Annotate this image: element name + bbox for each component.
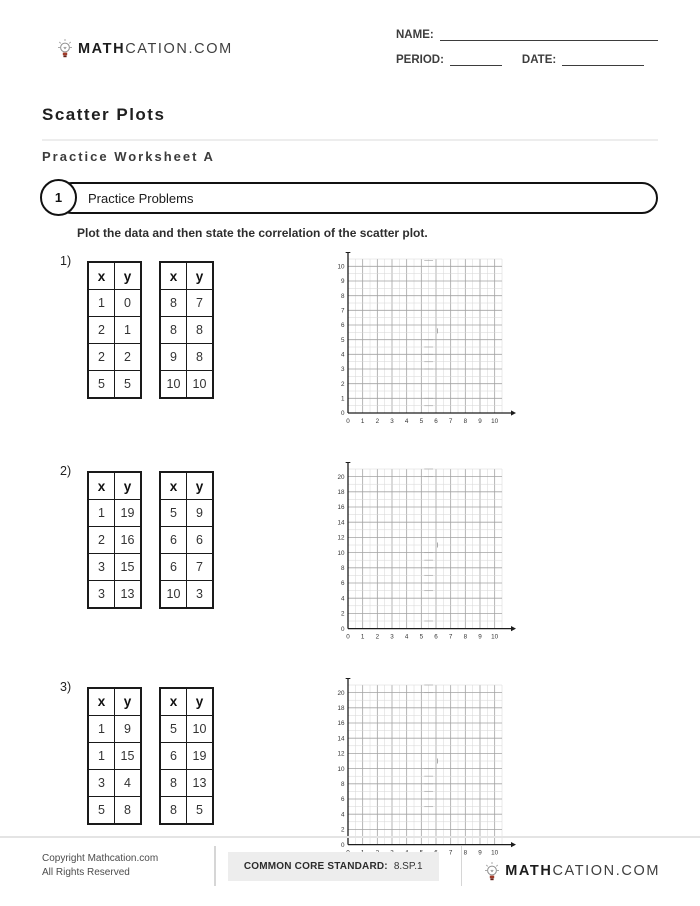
- svg-text:4: 4: [404, 633, 409, 641]
- mathcation-logo: [57, 38, 233, 59]
- problem-row: [42, 462, 700, 651]
- table-cell: 8: [187, 344, 214, 371]
- logo-bold: MATH: [505, 863, 553, 879]
- page-footer: [0, 836, 700, 906]
- svg-text:7: 7: [340, 307, 345, 315]
- table-cell: 10: [187, 715, 214, 742]
- table-cell: 5: [160, 715, 187, 742]
- table-cell: 6: [187, 527, 214, 554]
- table-row: [160, 769, 213, 796]
- table-header-cell: y: [115, 262, 142, 290]
- table-cell: 10: [187, 371, 214, 399]
- svg-text:1: 1: [340, 395, 345, 403]
- svg-text:5: 5: [340, 336, 345, 344]
- svg-text:2: 2: [375, 633, 380, 641]
- standard-label: COMMON CORE STANDARD:: [243, 860, 388, 872]
- svg-text:20: 20: [337, 473, 345, 481]
- table-cell: 8: [160, 796, 187, 824]
- xy-table: [159, 261, 214, 399]
- logo-bold: MATH: [78, 40, 126, 57]
- title-divider: [42, 139, 658, 141]
- grid-svg: [330, 678, 522, 862]
- problems-list: [0, 252, 700, 866]
- table-row: [160, 527, 213, 554]
- svg-text:9: 9: [478, 849, 482, 857]
- svg-text:5: 5: [419, 418, 424, 425]
- grid-svg: [330, 252, 522, 430]
- table-cell: 8: [187, 317, 214, 344]
- table-cell: 7: [187, 554, 214, 581]
- table-cell: 10: [160, 581, 187, 609]
- xy-tables: [87, 261, 214, 399]
- xy-table: [87, 471, 142, 609]
- svg-text:8: 8: [463, 633, 468, 641]
- svg-text:10: 10: [337, 263, 345, 271]
- table-row: [160, 581, 213, 609]
- xy-table: [159, 687, 214, 825]
- table-row: [88, 769, 141, 796]
- table-cell: 15: [115, 742, 142, 769]
- table-row: [88, 742, 141, 769]
- table-cell: 8: [160, 769, 187, 796]
- table-row: [160, 715, 213, 742]
- table-cell: 2: [88, 344, 115, 371]
- table-cell: 8: [160, 317, 187, 344]
- table-cell: 9: [187, 500, 214, 527]
- svg-text:6: 6: [340, 795, 345, 803]
- table-cell: 19: [187, 742, 214, 769]
- svg-text:9: 9: [478, 418, 482, 425]
- problem-number: 2): [60, 464, 72, 478]
- svg-text:9: 9: [478, 633, 482, 641]
- svg-text:10: 10: [491, 849, 499, 857]
- copyright-line2: All Rights Reserved: [42, 867, 130, 878]
- svg-text:0: 0: [340, 410, 345, 418]
- svg-text:2: 2: [375, 418, 380, 425]
- svg-text:20: 20: [337, 689, 345, 697]
- table-header-cell: y: [187, 262, 214, 290]
- table-cell: 1: [88, 290, 115, 317]
- table-row: [160, 371, 213, 399]
- copyright-line1: Copyright Mathcation.com: [42, 852, 159, 864]
- instruction-text: Plot the data and then state the correlation of the scatter plot.: [77, 226, 428, 240]
- table-cell: 1: [115, 317, 142, 344]
- xy-tables: [87, 471, 214, 609]
- svg-text:2: 2: [340, 826, 345, 834]
- table-row: [160, 742, 213, 769]
- table-row: [160, 796, 213, 824]
- table-header-cell: y: [115, 688, 142, 716]
- svg-text:10: 10: [491, 633, 499, 641]
- name-label: NAME:: [396, 29, 434, 41]
- section-header: [40, 179, 658, 217]
- table-cell: 15: [115, 554, 142, 581]
- table-cell: 13: [115, 581, 142, 609]
- svg-text:7: 7: [448, 418, 453, 425]
- table-cell: 2: [115, 344, 142, 371]
- logo-rest: CATION.COM: [552, 863, 660, 879]
- table-header-cell: y: [187, 472, 214, 500]
- table-header-cell: x: [160, 262, 187, 290]
- section-title-pill: Practice Problems: [56, 182, 658, 214]
- table-cell: 4: [115, 769, 142, 796]
- svg-text:4: 4: [404, 418, 409, 425]
- table-header-cell: x: [160, 688, 187, 716]
- table-cell: 3: [88, 769, 115, 796]
- svg-text:8: 8: [463, 418, 468, 425]
- table-cell: 9: [160, 344, 187, 371]
- table-cell: 7: [187, 290, 214, 317]
- page-header: [0, 0, 700, 78]
- grid-svg: [330, 462, 522, 646]
- svg-text:0: 0: [340, 625, 345, 633]
- svg-text:10: 10: [491, 418, 499, 425]
- svg-text:4: 4: [340, 810, 345, 818]
- svg-text:14: 14: [337, 734, 345, 742]
- table-cell: 5: [187, 796, 214, 824]
- lightbulb-icon: [484, 861, 500, 882]
- table-cell: 16: [115, 527, 142, 554]
- xy-table: [159, 471, 214, 609]
- svg-text:7: 7: [448, 633, 453, 641]
- svg-text:18: 18: [337, 704, 345, 712]
- table-cell: 5: [88, 371, 115, 399]
- table-row: [160, 554, 213, 581]
- xy-tables: [87, 687, 214, 825]
- table-header-cell: x: [88, 262, 115, 290]
- date-label: DATE:: [521, 54, 557, 66]
- footer-divider: [214, 846, 216, 886]
- table-cell: 9: [115, 715, 142, 742]
- copyright-block: [42, 852, 214, 881]
- table-row: [88, 527, 141, 554]
- table-cell: 8: [115, 796, 142, 824]
- footer-mathcation-logo: [484, 861, 660, 882]
- table-cell: 1: [88, 500, 115, 527]
- svg-text:8: 8: [340, 292, 345, 300]
- section-number-badge: 1: [40, 179, 77, 216]
- problem-row: [42, 252, 700, 435]
- lightbulb-icon: [57, 38, 73, 59]
- logo-text: [78, 41, 233, 57]
- svg-text:18: 18: [337, 489, 345, 496]
- table-row: [160, 500, 213, 527]
- footer-divider: [461, 846, 463, 886]
- period-date-row: [396, 53, 658, 66]
- table-header-cell: y: [187, 688, 214, 716]
- table-row: [160, 290, 213, 317]
- table-row: [88, 715, 141, 742]
- svg-text:5: 5: [419, 633, 424, 641]
- xy-table: [87, 687, 142, 825]
- table-cell: 2: [88, 527, 115, 554]
- table-cell: 19: [115, 500, 142, 527]
- svg-text:6: 6: [434, 633, 438, 641]
- period-blank-line: [450, 53, 502, 66]
- xy-table: [87, 261, 142, 399]
- svg-text:6: 6: [340, 322, 345, 330]
- svg-text:12: 12: [337, 534, 345, 542]
- svg-text:10: 10: [337, 765, 345, 773]
- table-cell: 6: [160, 554, 187, 581]
- svg-text:4: 4: [340, 595, 345, 603]
- svg-text:1: 1: [360, 418, 365, 425]
- table-header-cell: y: [115, 472, 142, 500]
- table-row: [160, 344, 213, 371]
- svg-text:0: 0: [346, 633, 350, 641]
- table-cell: 1: [88, 715, 115, 742]
- svg-text:3: 3: [390, 633, 394, 641]
- table-cell: 3: [88, 554, 115, 581]
- logo-text: [505, 863, 660, 879]
- table-cell: 5: [88, 796, 115, 824]
- svg-text:4: 4: [340, 351, 345, 359]
- svg-text:2: 2: [340, 610, 345, 618]
- svg-text:6: 6: [434, 418, 438, 425]
- table-cell: 6: [160, 742, 187, 769]
- svg-text:2: 2: [340, 380, 345, 388]
- svg-text:3: 3: [340, 366, 345, 374]
- svg-text:10: 10: [337, 549, 345, 557]
- svg-text:12: 12: [337, 750, 345, 758]
- svg-text:1: 1: [360, 633, 365, 641]
- table-row: [88, 581, 141, 609]
- worksheet-subtitle: Practice Worksheet A: [42, 149, 215, 164]
- svg-text:14: 14: [337, 519, 345, 527]
- table-cell: 1: [88, 742, 115, 769]
- table-row: [88, 290, 141, 317]
- table-cell: 0: [115, 290, 142, 317]
- svg-text:8: 8: [463, 849, 468, 857]
- table-row: [88, 317, 141, 344]
- svg-text:0: 0: [346, 418, 350, 425]
- table-header-cell: x: [160, 472, 187, 500]
- table-row: [160, 317, 213, 344]
- svg-text:16: 16: [337, 504, 345, 512]
- common-core-badge: [228, 852, 439, 881]
- period-label: PERIOD:: [396, 54, 444, 66]
- table-row: [88, 554, 141, 581]
- table-cell: 3: [187, 581, 214, 609]
- svg-text:6: 6: [340, 580, 345, 588]
- standard-value: 8.SP.1: [393, 860, 423, 872]
- table-cell: 5: [160, 500, 187, 527]
- table-cell: 13: [187, 769, 214, 796]
- table-row: [88, 500, 141, 527]
- svg-text:3: 3: [390, 418, 394, 425]
- problem-number: 3): [60, 679, 72, 694]
- svg-text:0: 0: [340, 841, 345, 849]
- table-cell: 3: [88, 581, 115, 609]
- scatter-grid: [330, 252, 522, 435]
- scatter-grid: [330, 462, 522, 651]
- page-title: Scatter Plots: [42, 105, 166, 124]
- logo-rest: CATION.COM: [125, 40, 233, 57]
- problem-number: 1): [60, 254, 72, 268]
- svg-text:16: 16: [337, 719, 345, 727]
- table-cell: 10: [160, 371, 187, 399]
- table-cell: 6: [160, 527, 187, 554]
- table-cell: 2: [88, 317, 115, 344]
- table-row: [88, 796, 141, 824]
- svg-text:9: 9: [340, 278, 345, 286]
- svg-text:8: 8: [340, 780, 345, 788]
- student-fields: [396, 28, 658, 78]
- date-blank-line: [562, 53, 644, 66]
- name-blank-line: [440, 28, 658, 41]
- table-header-cell: x: [88, 472, 115, 500]
- name-row: [396, 28, 658, 41]
- table-row: [88, 344, 141, 371]
- table-cell: 8: [160, 290, 187, 317]
- table-header-cell: x: [88, 688, 115, 716]
- table-cell: 5: [115, 371, 142, 399]
- table-row: [88, 371, 141, 399]
- svg-text:7: 7: [448, 849, 453, 857]
- svg-text:8: 8: [340, 565, 345, 572]
